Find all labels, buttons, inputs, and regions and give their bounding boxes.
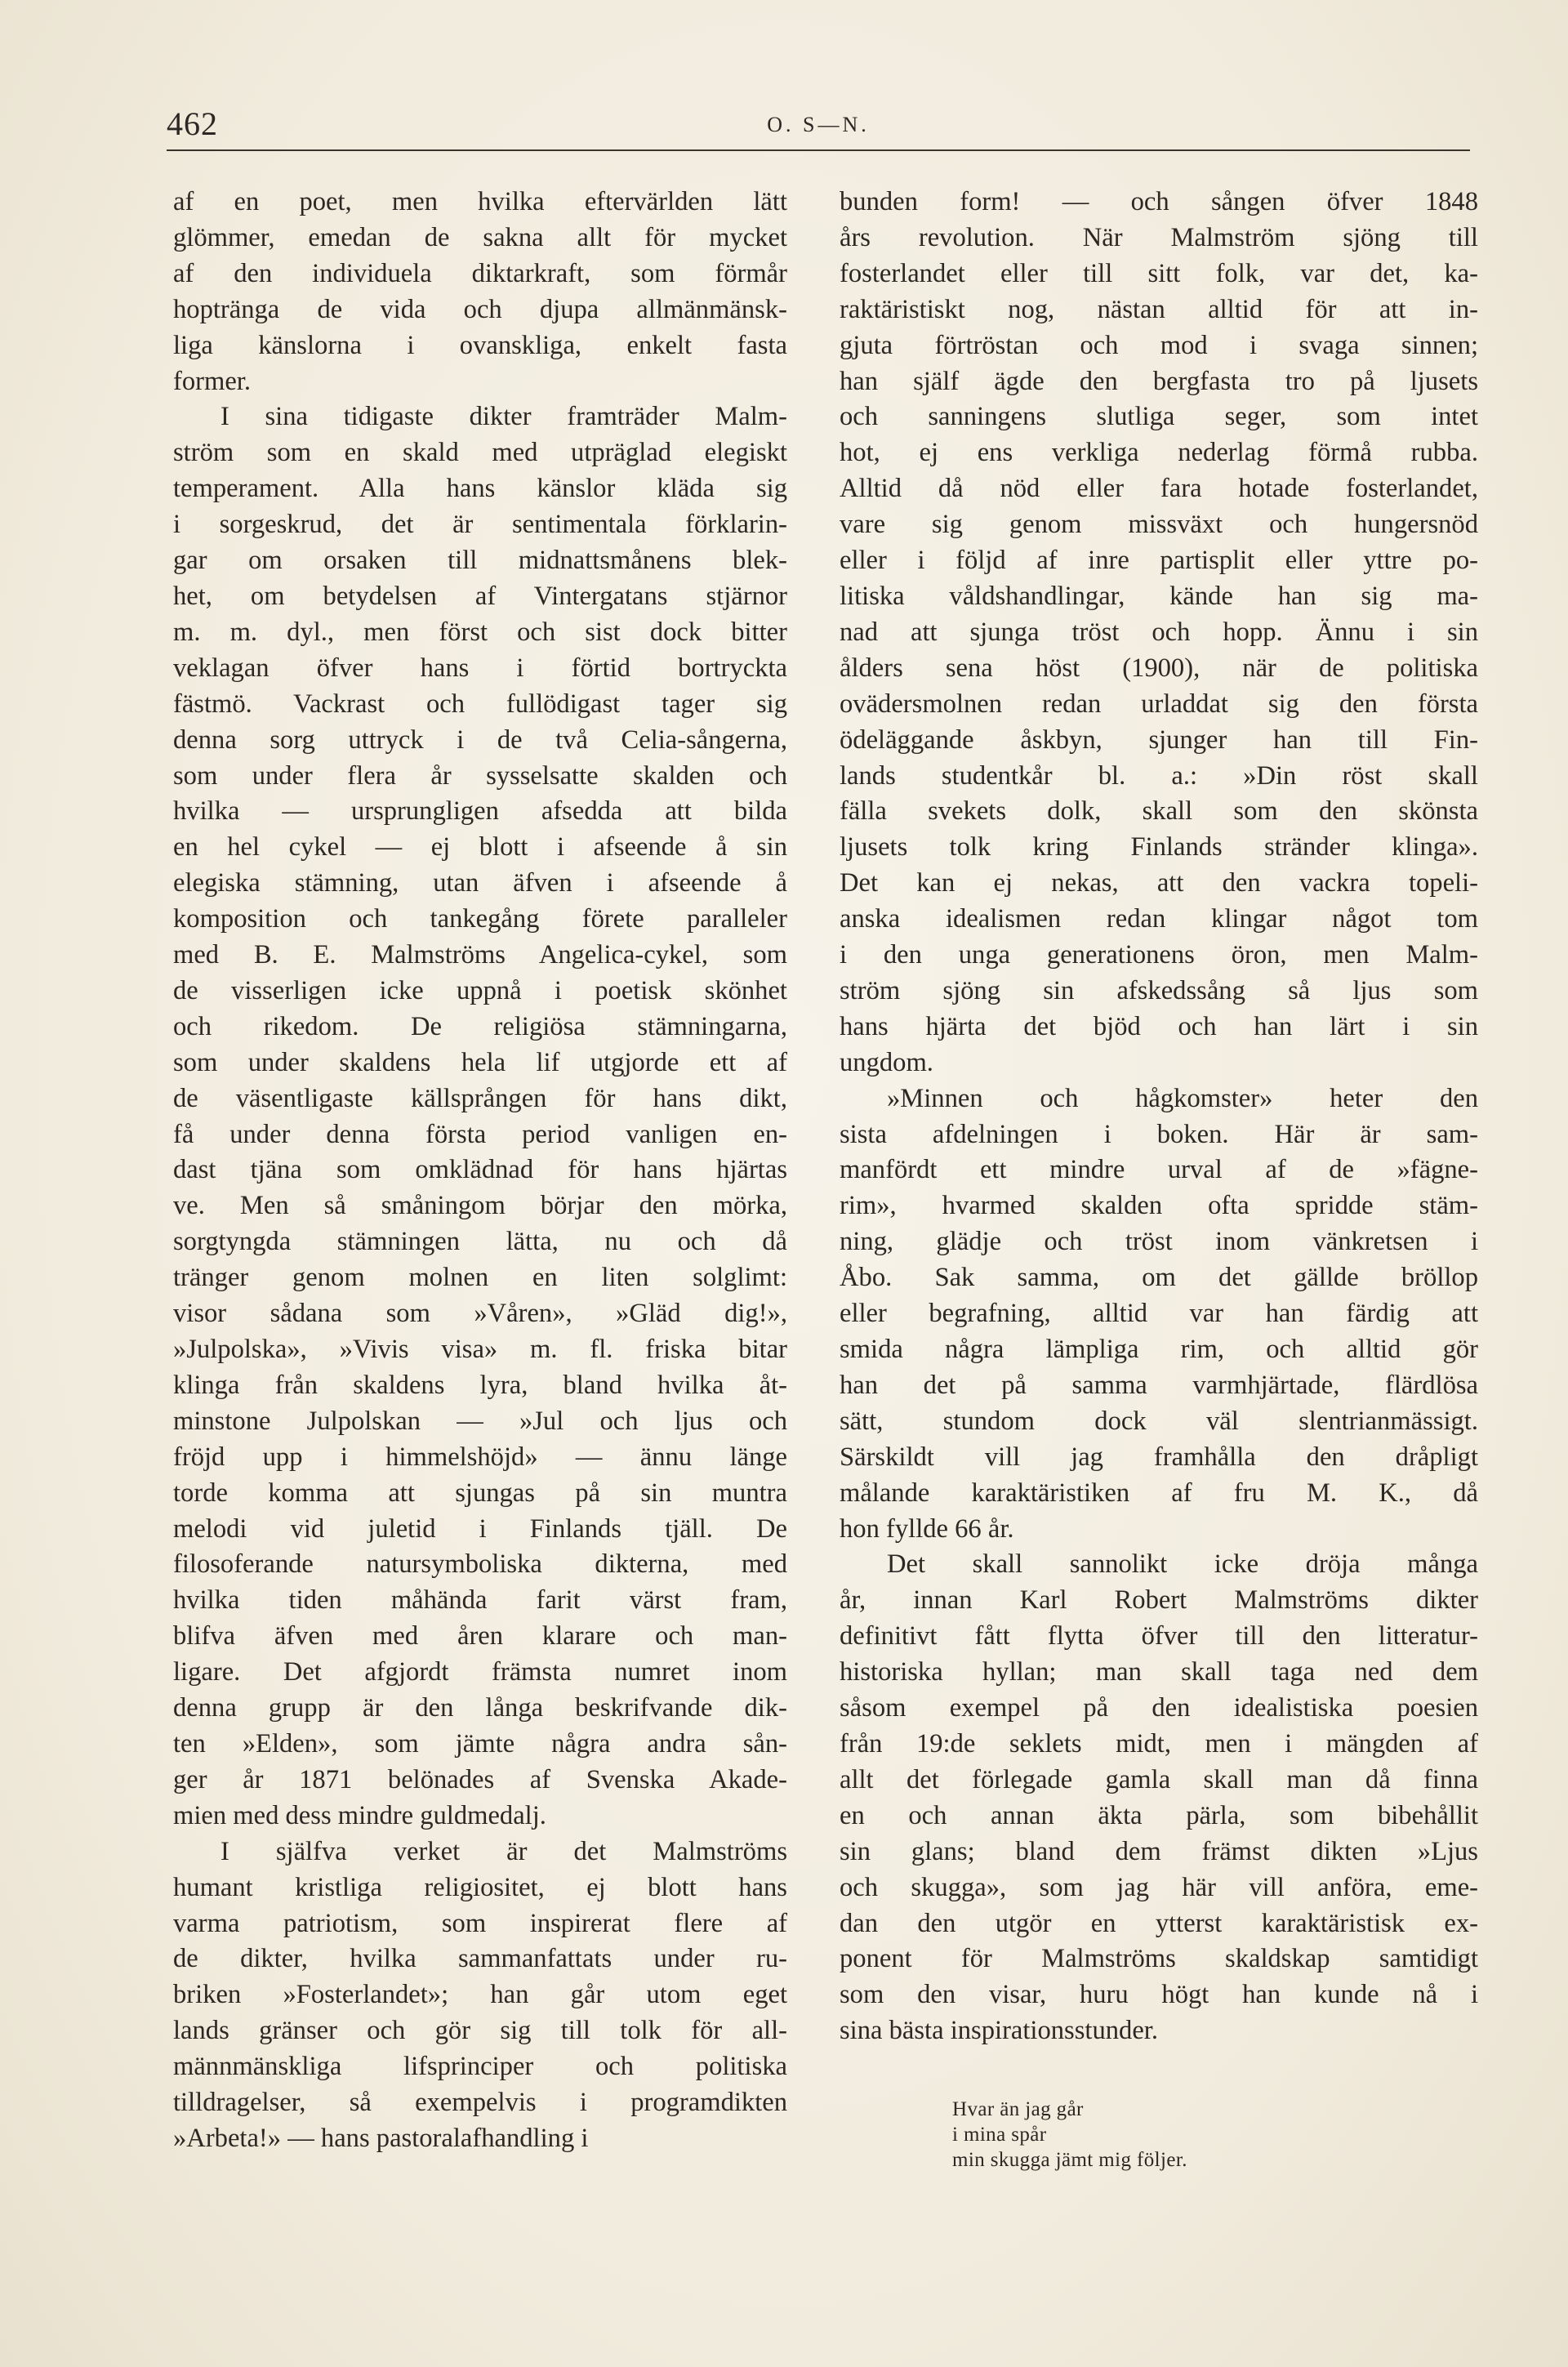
text-line: »Julpolska», »Vivis visa» m. fl. friska bitar bbox=[173, 1335, 787, 1364]
text-line: nad att sjunga tröst och hopp. Ännu i sin bbox=[840, 617, 1478, 647]
text-line: männmänskliga lifsprinciper och politiska bbox=[173, 2052, 787, 2082]
text-line: fästmö. Vackrast och fullödigast tager sig bbox=[173, 689, 787, 719]
text-line: filosoferande natursymboliska dikterna, med bbox=[173, 1549, 787, 1580]
text-line: ålders sena höst (1900), när de politiska bbox=[840, 653, 1478, 683]
text-line: litiska våldshandlingar, kände han sig ma- bbox=[840, 581, 1478, 611]
text-line: han själf ägde den bergfasta tro på ljusets bbox=[840, 366, 1478, 396]
text-line: ning, glädje och tröst inom vänkretsen i bbox=[840, 1227, 1478, 1257]
text-line: sorgtyngda stämningen lätta, nu och då bbox=[173, 1227, 787, 1257]
text-line: denna grupp är den långa beskrifvande dik- bbox=[173, 1693, 787, 1723]
text-line: mien med dess mindre guldmedalj. bbox=[173, 1800, 546, 1830]
text-line: melodi vid juletid i Finlands tjäll. De bbox=[173, 1513, 787, 1544]
text-line: med B. E. Malmströms Angelica-cykel, som bbox=[173, 940, 787, 970]
text-line: former. bbox=[173, 366, 251, 396]
poem-line: Hvar än jag går bbox=[952, 2098, 1084, 2120]
text-line: Det kan ej nekas, att den vackra topeli- bbox=[840, 868, 1478, 898]
poem-line: i mina spår bbox=[952, 2124, 1047, 2146]
text-line: ödeläggande åskbyn, sjunger han till Fin- bbox=[840, 724, 1478, 755]
text-line: dast tjäna som omklädnad för hans hjärtas bbox=[173, 1155, 787, 1185]
text-line: ovädersmolnen redan urladdat sig den första bbox=[840, 689, 1478, 719]
text-line: minstone Julpolskan — »Jul och ljus och bbox=[173, 1406, 787, 1436]
text-line: en och annan äkta pärla, som bibehållit bbox=[840, 1800, 1478, 1830]
text-line: sin glans; bland dem främst dikten »Ljus bbox=[840, 1836, 1478, 1866]
text-line: humant kristliga religiositet, ej blott hans bbox=[173, 1872, 787, 1902]
text-line: lands gränser och gör sig till tolk för all- bbox=[173, 2016, 787, 2046]
text-line: dan den utgör en ytterst karaktäristisk ex- bbox=[840, 1908, 1478, 1938]
text-line: ljusets tolk kring Finlands stränder klinga». bbox=[840, 832, 1478, 863]
text-line: hvilka — ursprungligen afsedda att bilda bbox=[173, 796, 787, 827]
text-line: m. m. dyl., men först och sist dock bitter bbox=[173, 617, 787, 647]
right-column bbox=[840, 185, 1478, 2049]
text-line: och sanningens slutliga seger, som intet bbox=[840, 402, 1478, 432]
text-line: som under flera år sysselsatte skalden och bbox=[173, 760, 787, 791]
text-line: sina bästa inspirationsstunder. bbox=[840, 2016, 1158, 2046]
text-line: klinga från skaldens lyra, bland hvilka åt- bbox=[173, 1370, 787, 1400]
text-line: manfördt ett mindre urval af de »fägne- bbox=[840, 1155, 1478, 1185]
text-line: hvilka tiden måhända farit värst fram, bbox=[173, 1585, 787, 1616]
left-column bbox=[173, 185, 787, 2157]
text-line: ten »Elden», som jämte några andra sån- bbox=[173, 1728, 787, 1759]
text-line: het, om betydelsen af Vintergatans stjärnor bbox=[173, 581, 787, 611]
text-line: i sorgeskrud, det är sentimentala förklarin- bbox=[173, 510, 787, 540]
text-line: ve. Men så småningom börjar den mörka, bbox=[173, 1191, 787, 1221]
text-line: hoptränga de vida och djupa allmänmänsk- bbox=[173, 294, 787, 324]
text-line: smida några lämpliga rim, och alltid gör bbox=[840, 1335, 1478, 1364]
text-line: de dikter, hvilka sammanfattats under ru- bbox=[173, 1944, 787, 1974]
text-line: definitivt fått flytta öfver till den litteratur- bbox=[840, 1621, 1478, 1652]
text-line: temperament. Alla hans känslor kläda sig bbox=[173, 474, 787, 504]
text-line: fröjd upp i himmelshöjd» — ännu länge bbox=[173, 1442, 787, 1472]
text-line: anska idealismen redan klingar något tom bbox=[840, 904, 1478, 934]
text-line: Alltid då nöd eller fara hotade fosterlandet, bbox=[840, 474, 1478, 504]
text-line: raktäristiskt nog, nästan alltid för att in- bbox=[840, 294, 1478, 324]
text-line: och skugga», som jag här vill anföra, eme- bbox=[840, 1872, 1478, 1902]
text-line: Åbo. Sak samma, om det gällde bröllop bbox=[840, 1263, 1478, 1293]
page-header bbox=[167, 105, 1470, 144]
text-line: glömmer, emedan de sakna allt för mycket bbox=[173, 222, 787, 252]
text-line: från 19:de seklets midt, men i mängden af bbox=[840, 1728, 1478, 1759]
text-line: han det på samma varmhjärtade, flärdlösa bbox=[840, 1370, 1478, 1400]
text-line: veklagan öfver hans i förtid bortryckta bbox=[173, 653, 787, 683]
text-line: rim», hvarmed skalden ofta spridde stäm- bbox=[840, 1191, 1478, 1221]
text-line: Särskildt vill jag framhålla den dråpligt bbox=[840, 1442, 1478, 1472]
text-line: hot, ej ens verkliga nederlag förmå rubba. bbox=[840, 438, 1478, 468]
running-head: O. S—N. bbox=[767, 113, 870, 136]
text-line: de visserligen icke uppnå i poetisk skönhet bbox=[173, 975, 787, 1005]
text-line: år, innan Karl Robert Malmströms dikter bbox=[840, 1585, 1478, 1616]
text-line: tränger genom molnen en liten solglimt: bbox=[173, 1263, 787, 1293]
text-line: sätt, stundom dock väl slentrianmässigt. bbox=[840, 1406, 1478, 1436]
text-line: få under denna första period vanligen en- bbox=[173, 1119, 787, 1149]
text-line: hans hjärta det bjöd och han lärt i sin bbox=[840, 1011, 1478, 1041]
text-line: ström sjöng sin afskedssång så ljus som bbox=[840, 975, 1478, 1005]
text-line: lands studentkår bl. a.: »Din röst skall bbox=[840, 760, 1478, 791]
text-line: bunden form! — och sången öfver 1848 bbox=[840, 187, 1478, 216]
text-line: I sina tidigaste dikter framträder Malm- bbox=[220, 402, 787, 432]
text-line: »Arbeta!» — hans pastoralafhandling i bbox=[173, 2123, 589, 2153]
text-line: i den unga generationens öron, men Malm- bbox=[840, 940, 1478, 970]
text-line: ger år 1871 belönades af Svenska Akade- bbox=[173, 1764, 787, 1794]
text-line: tilldragelser, så exempelvis i programdikten bbox=[173, 2088, 787, 2118]
text-line: hon fyllde 66 år. bbox=[840, 1513, 1014, 1544]
text-line: de väsentligaste källsprången för hans dikt, bbox=[173, 1083, 787, 1113]
text-line: sista afdelningen i boken. Här är sam- bbox=[840, 1119, 1478, 1149]
text-line: ligare. Det afgjordt främsta numret inom bbox=[173, 1657, 787, 1687]
text-line: fosterlandet eller till sitt folk, var det, ka- bbox=[840, 258, 1478, 288]
text-line: historiska hyllan; man skall taga ned dem bbox=[840, 1657, 1478, 1687]
text-line: eller begrafning, alltid var han färdig att bbox=[840, 1299, 1478, 1329]
text-line: gar om orsaken till midnattsmånens blek- bbox=[173, 546, 787, 576]
text-line: briken »Fosterlandet»; han går utom eget bbox=[173, 1980, 787, 2010]
text-line: torde komma att sjungas på sin muntra bbox=[173, 1478, 787, 1508]
text-line: I själfva verket är det Malmströms bbox=[220, 1836, 787, 1866]
text-line: allt det förlegade gamla skall man då finna bbox=[840, 1764, 1478, 1794]
text-line: blifva äfven med åren klarare och man- bbox=[173, 1621, 787, 1652]
text-line: ström som en skald med utpräglad elegiskt bbox=[173, 438, 787, 468]
text-line: års revolution. När Malmström sjöng till bbox=[840, 222, 1478, 252]
text-line: komposition och tankegång förete paralleler bbox=[173, 904, 787, 934]
page-number: 462 bbox=[167, 105, 218, 142]
text-line: liga känslorna i ovanskliga, enkelt fasta bbox=[173, 330, 787, 360]
text-line: af den individuela diktarkraft, som förmår bbox=[173, 258, 787, 288]
text-line: varma patriotism, som inspirerat flere af bbox=[173, 1908, 787, 1938]
text-line: af en poet, men hvilka eftervärlden lätt bbox=[173, 187, 787, 216]
text-line: eller i följd af inre partisplit eller yttre po- bbox=[840, 546, 1478, 576]
text-line: som under skaldens hela lif utgjorde ett af bbox=[173, 1047, 787, 1077]
header-rule bbox=[167, 149, 1470, 151]
text-line: Det skall sannolikt icke dröja många bbox=[887, 1549, 1478, 1580]
text-line: gjuta förtröstan och mod i svaga sinnen; bbox=[840, 330, 1478, 360]
text-line: ungdom. bbox=[840, 1047, 933, 1077]
text-line: »Minnen och hågkomster» heter den bbox=[887, 1083, 1478, 1113]
text-line: målande karaktäristiken af fru M. K., då bbox=[840, 1478, 1478, 1508]
text-line: och rikedom. De religiösa stämningarna, bbox=[173, 1011, 787, 1041]
text-line: en hel cykel — ej blott i afseende å sin bbox=[173, 832, 787, 863]
text-line: fälla svekets dolk, skall som den skönsta bbox=[840, 796, 1478, 827]
text-line: elegiska stämning, utan äfven i afseende å bbox=[173, 868, 787, 898]
text-line: visor sådana som »Våren», »Gläd dig!», bbox=[173, 1299, 787, 1329]
poem-excerpt bbox=[952, 2097, 1187, 2173]
text-line: som den visar, huru högt han kunde nå i bbox=[840, 1980, 1478, 2010]
text-line: ponent för Malmströms skaldskap samtidigt bbox=[840, 1944, 1478, 1974]
text-line: vare sig genom missväxt och hungersnöd bbox=[840, 510, 1478, 540]
text-line: såsom exempel på den idealistiska poesien bbox=[840, 1693, 1478, 1723]
poem-line: min skugga jämt mig följer. bbox=[952, 2149, 1187, 2171]
text-line: denna sorg uttryck i de två Celia-sångerna, bbox=[173, 724, 787, 755]
